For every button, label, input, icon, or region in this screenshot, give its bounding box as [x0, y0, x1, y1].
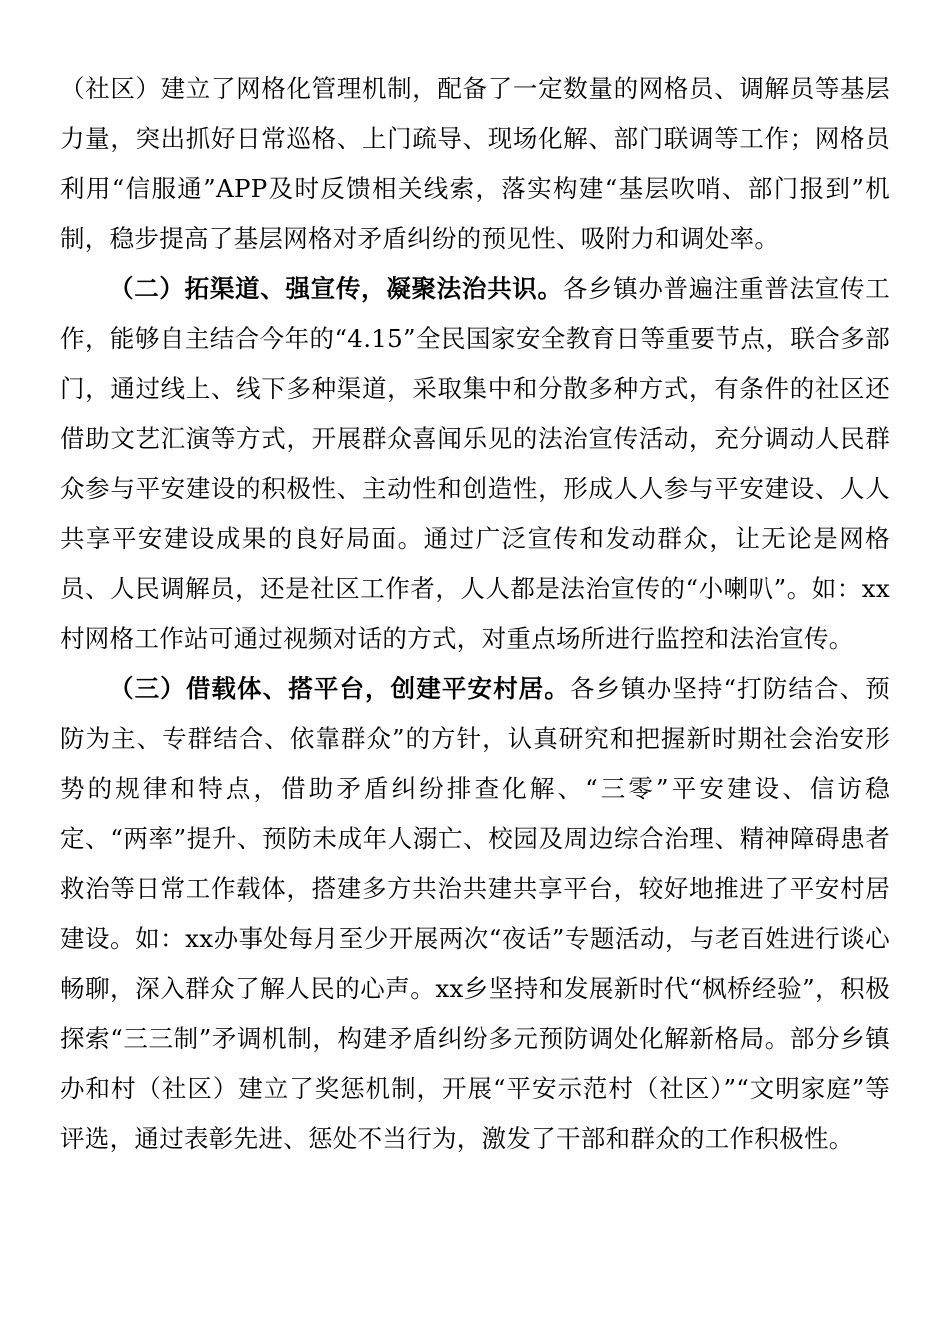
section-3-heading: （三）借载体、搭平台，创建平安村居。: [109, 674, 570, 703]
paragraph-1: [60, 64, 890, 264]
paragraph-3-text: 各乡镇办坚持“打防结合、预防为主、专群结合、依靠群众”的方针，认真研究和把握新时期社会治安形势的规律和特点，借助矛盾纠纷排查化解、“三零”平安建设、信访稳定、“两率”提升、预防未成年人溺亡、校园及周边综合治理、精神障碍患者救治等日常工作载体，搭建多方共治共建共享平台，较好地推进了平安村居建设。如：xx办事处每月至少开展两次“夜话”专题活动，与老百姓进行谈心畅聊，深入群众了解人民的心声。xx乡坚持和发展新时代“枫桥经验”，积极探索“三三制”矛调机制，构建矛盾纠纷多元预防调处化解新格局。部分乡镇办和村（社区）建立了奖惩机制，开展“平安示范村（社区）”“文明家庭”等评选，通过表彰先进、惩处不当行为，激发了干部和群众的工作积极性。: [60, 674, 890, 1153]
paragraph-3: [60, 664, 890, 1164]
paragraph-1-text: （社区）建立了网格化管理机制，配备了一定数量的网格员、调解员等基层力量，突出抓好日常巡格、上门疏导、现场化解、部门联调等工作；网格员利用“信服通”APP及时反馈相关线索，落实构建“基层吹哨、部门报到”机制，稳步提高了基层网格对矛盾纠纷的预见性、吸附力和调处率。: [60, 74, 890, 253]
document-body: [60, 64, 890, 1164]
section-2-heading: （二）拓渠道、强宣传，凝聚法治共识。: [109, 274, 563, 303]
paragraph-2-text: 各乡镇办普遍注重普法宣传工作，能够自主结合今年的“4.15”全民国家安全教育日等重要节点，联合多部门，通过线上、线下多种渠道，采取集中和分散多种方式，有条件的社区还借助文艺汇演等方式，开展群众喜闻乐见的法治宣传活动，充分调动人民群众参与平安建设的积极性、主动性和创造性，形成人人参与平安建设、人人共享平安建设成果的良好局面。通过广泛宣传和发动群众，让无论是网格员、人民调解员，还是社区工作者，人人都是法治宣传的“小喇叭”。如：xx村网格工作站可通过视频对话的方式，对重点场所进行监控和法治宣传。: [60, 274, 890, 653]
paragraph-2: [60, 264, 890, 664]
